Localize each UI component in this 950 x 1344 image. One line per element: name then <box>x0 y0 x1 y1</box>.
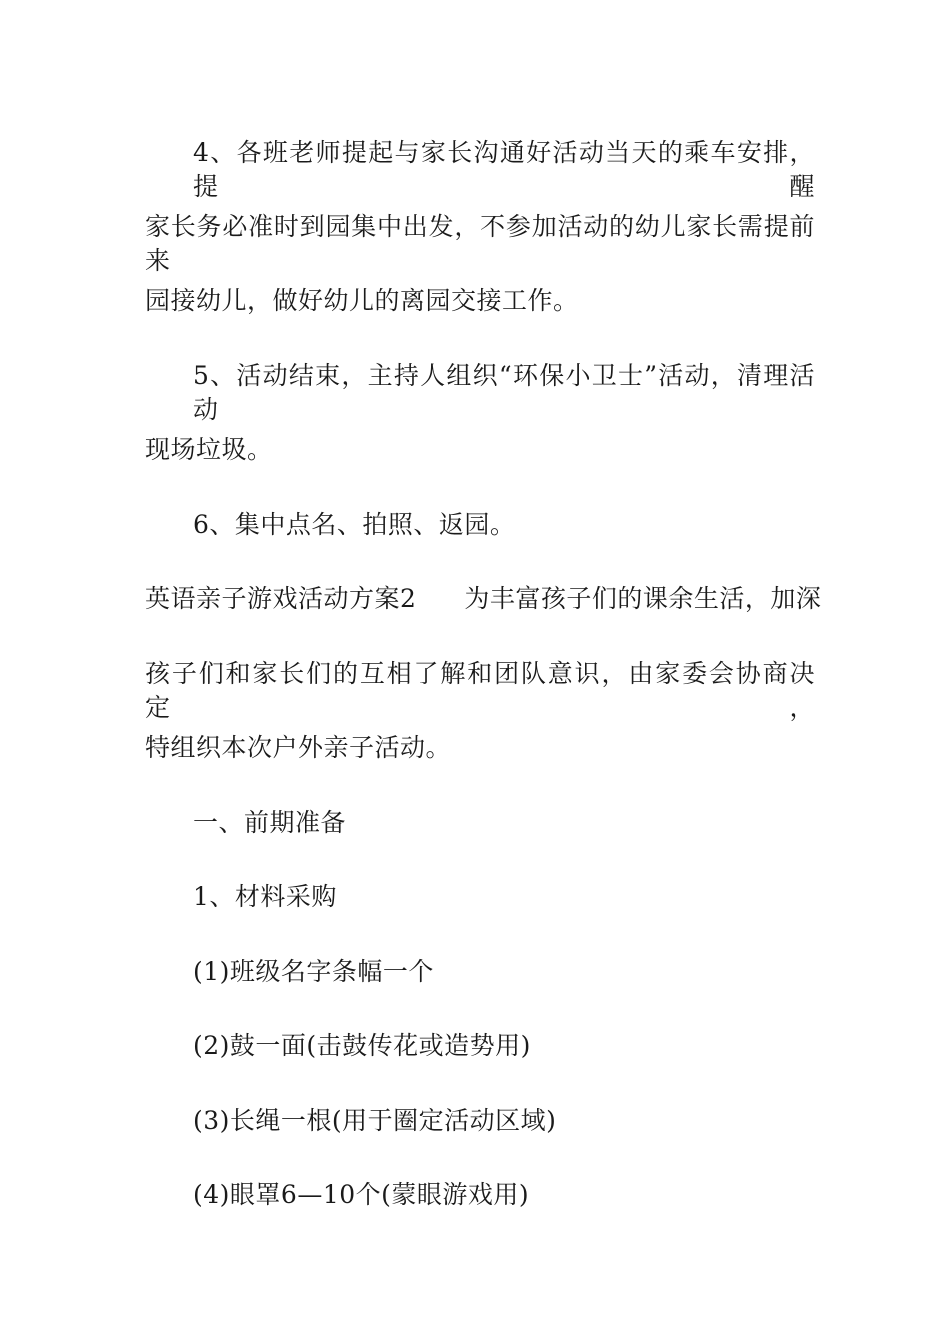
heading-preparation: 一、前期准备 <box>193 808 347 837</box>
list-item-4: (4)眼罩6—10个(蒙眼游戏用) <box>193 1180 530 1209</box>
paragraph-6: 6、集中点名、拍照、返园。 <box>193 510 516 539</box>
heading-materials: 1、材料采购 <box>193 882 337 911</box>
paragraph-5-line-2: 现场垃圾。 <box>145 435 273 464</box>
paragraph-5-line-1: 5、活动结束，主持人组织“环保小卫士”活动，清理活动 <box>193 361 815 424</box>
list-item-3: (3)长绳一根(用于圈定活动区域) <box>193 1106 557 1135</box>
paragraph-4-line-2: 家长务必准时到园集中出发，不参加活动的幼儿家长需提前来 <box>145 212 815 275</box>
intro-text-line-3: 特组织本次户外亲子活动。 <box>145 733 452 762</box>
section-heading-line <box>145 582 822 616</box>
section-title: 英语亲子游戏活动方案2 <box>145 584 417 613</box>
list-item-1: (1)班级名字条幅一个 <box>193 957 434 986</box>
intro-text-line-2: 孩子们和家长们的互相了解和团队意识，由家委会协商决定， <box>145 659 815 722</box>
intro-text-line-1: 为丰富孩子们的课余生活，加深 <box>464 584 822 613</box>
paragraph-4-line-3: 园接幼儿，做好幼儿的离园交接工作。 <box>145 286 579 315</box>
paragraph-4-line-1: 4、各班老师提起与家长沟通好活动当天的乘车安排，提醒 <box>193 138 815 201</box>
list-item-2: (2)鼓一面(击鼓传花或造势用) <box>193 1031 531 1060</box>
